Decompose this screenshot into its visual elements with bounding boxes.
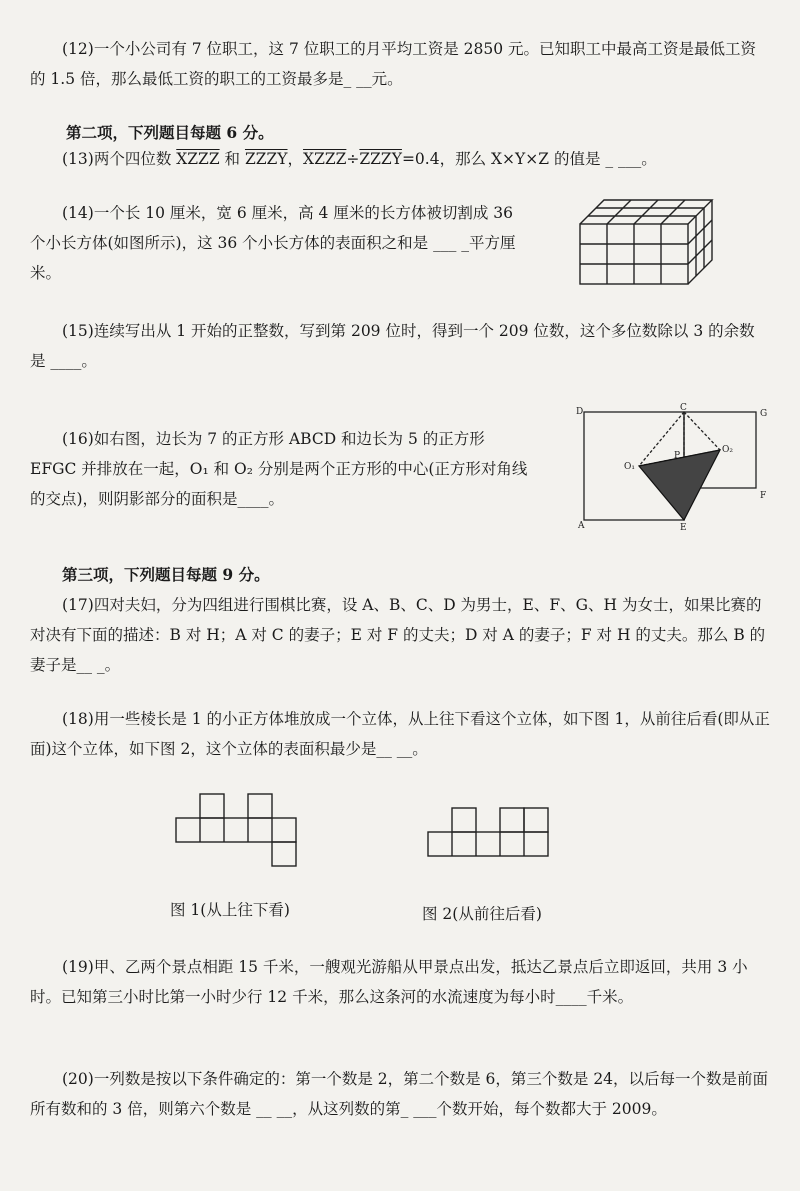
question-17: (17)四对夫妇，分为四组进行围棋比赛，设 A、B、C、D 为男士，E、F、G、H 为女士，如果比赛的对决有下面的描述：B 对 H；A 对 C 的妻子；E 对 F 的丈夫；D 对 A 的妻子；F 对 H 的丈夫。那么 B 的妻子是__ _。: [30, 596, 766, 674]
q13-suffix: =0.4，那么 X×Y×Z 的值是 _ ___。: [401, 150, 657, 168]
label-f: F: [760, 491, 767, 501]
label-o2: O₂: [722, 445, 733, 455]
section-2-title: 第二项，下列题目每题 6 分。: [66, 123, 274, 142]
question-12: (12)一个小公司有 7 位职工，这 7 位职工的月平均工资是 2850 元。已知职工中最高工资是最低工资的 1.5 倍，那么最低工资的职工的工资最多是_ __元。: [30, 40, 757, 88]
q13-number-xzzz-2: XZZZ: [303, 150, 347, 168]
label-g: G: [760, 409, 768, 419]
cuboid-figure: [578, 196, 718, 288]
question-19: (19)甲、乙两个景点相距 15 千米，一艘观光游船从甲景点出发，抵达乙景点后立即返回，共用 3 小时。已知第三小时比第一小时少行 12 千米，那么这条河的水流速度为每小时____千米。: [30, 958, 748, 1006]
q13-number-zzzy: ZZZY: [244, 150, 288, 168]
label-e: E: [680, 523, 687, 533]
q13-mid: 和: [219, 150, 245, 168]
label-a: A: [578, 521, 585, 531]
label-o1: O₁: [624, 462, 635, 472]
figure-1-caption: 图 1(从上往下看): [170, 901, 290, 919]
figure-2-caption: 图 2(从前往后看): [422, 905, 542, 923]
question-14: (14)一个长 10 厘米，宽 6 厘米，高 4 厘米的长方体被切割成 36 个小长方体(如图所示)，这 36 个小长方体的表面积之和是 ___ _平方厘米。: [30, 204, 516, 282]
label-c: C: [680, 403, 687, 413]
q13-number-xzzz: XZZZ: [176, 150, 220, 168]
question-13: [62, 144, 782, 174]
top-view-figure: [174, 792, 300, 870]
q13-sep: ，: [287, 150, 304, 168]
question-20: (20)一列数是按以下条件确定的：第一个数是 2，第二个数是 6，第三个数是 24，以后每一个数是前面所有数和的 3 倍，则第六个数是 __ __，从这列数的第_ ___个数开始，每个数都大于 2009。: [30, 1070, 769, 1118]
q13-number-zzzy-2: ZZZY: [359, 150, 402, 168]
squares-figure: [574, 402, 774, 534]
q13-div: ÷: [346, 150, 360, 168]
label-d: D: [576, 407, 584, 417]
question-18: (18)用一些棱长是 1 的小正方体堆放成一个立体，从上往下看这个立体，如下图 1，从前往后看(即从正面)这个立体，如下图 2，这个立体的表面积最少是__ __。: [30, 710, 770, 758]
question-15: (15)连续写出从 1 开始的正整数，写到第 209 位时，得到一个 209 位数，这个多位数除以 3 的余数是 ____。: [30, 322, 755, 370]
front-view-figure: [426, 804, 552, 860]
question-16: (16)如右图，边长为 7 的正方形 ABCD 和边长为 5 的正方形 EFGC 并排放在一起，O₁ 和 O₂ 分别是两个正方形的中心(正方形对角线的交点)，则阴影部分的面积是____。: [30, 430, 528, 508]
label-p: P: [674, 451, 681, 461]
section-3-title: 第三项，下列题目每题 9 分。: [62, 565, 270, 584]
q13-prefix: (13)两个四位数: [62, 150, 177, 168]
